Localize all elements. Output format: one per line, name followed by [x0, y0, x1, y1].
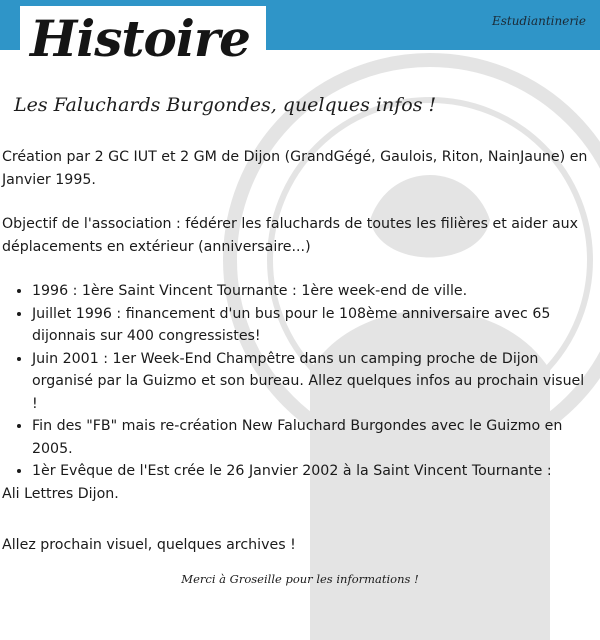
paragraph-objective: Objectif de l'association : fédérer les faluchards de toutes les filières et aider aux déplacements en extérieur (anniversaire...)	[2, 216, 579, 255]
main-content	[2, 146, 590, 505]
brand-tagline: Estudiantinerie	[491, 14, 586, 28]
list-tail: Ali Lettres Dijon.	[2, 485, 119, 502]
subtitle: Les Faluchards Burgondes, quelques infos !	[14, 94, 437, 116]
page-title: Histoire	[20, 6, 266, 72]
list-item: • 1996 : 1ère Saint Vincent Tournante : 1ère week-end de ville.	[32, 280, 590, 303]
list-item: • 1èr Evêque de l'Est crée le 26 Janvier 2002 à la Saint Vincent Tournante :	[32, 460, 590, 483]
credit-line: Merci à Groseille pour les informations !	[181, 572, 419, 586]
list-item: • Fin des "FB" mais re-création New Faluchard Burgondes avec le Guizmo en 2005.	[32, 415, 590, 460]
outro-text: Allez prochain visuel, quelques archives !	[2, 537, 296, 553]
paragraph-creation: Création par 2 GC IUT et 2 GM de Dijon (GrandGégé, Gaulois, Riton, NainJaune) en Janvier 1995.	[2, 149, 588, 188]
list-item: • Juillet 1996 : financement d'un bus pour le 108ème anniversaire avec 65 dijonnais sur 400 congressistes!	[32, 303, 590, 348]
list-item: • Juin 2001 : 1er Week-End Champêtre dans un camping proche de Dijon organisé par la Guizmo et son bureau. Allez quelques infos au prochain visuel !	[32, 348, 590, 416]
history-list	[2, 280, 590, 483]
